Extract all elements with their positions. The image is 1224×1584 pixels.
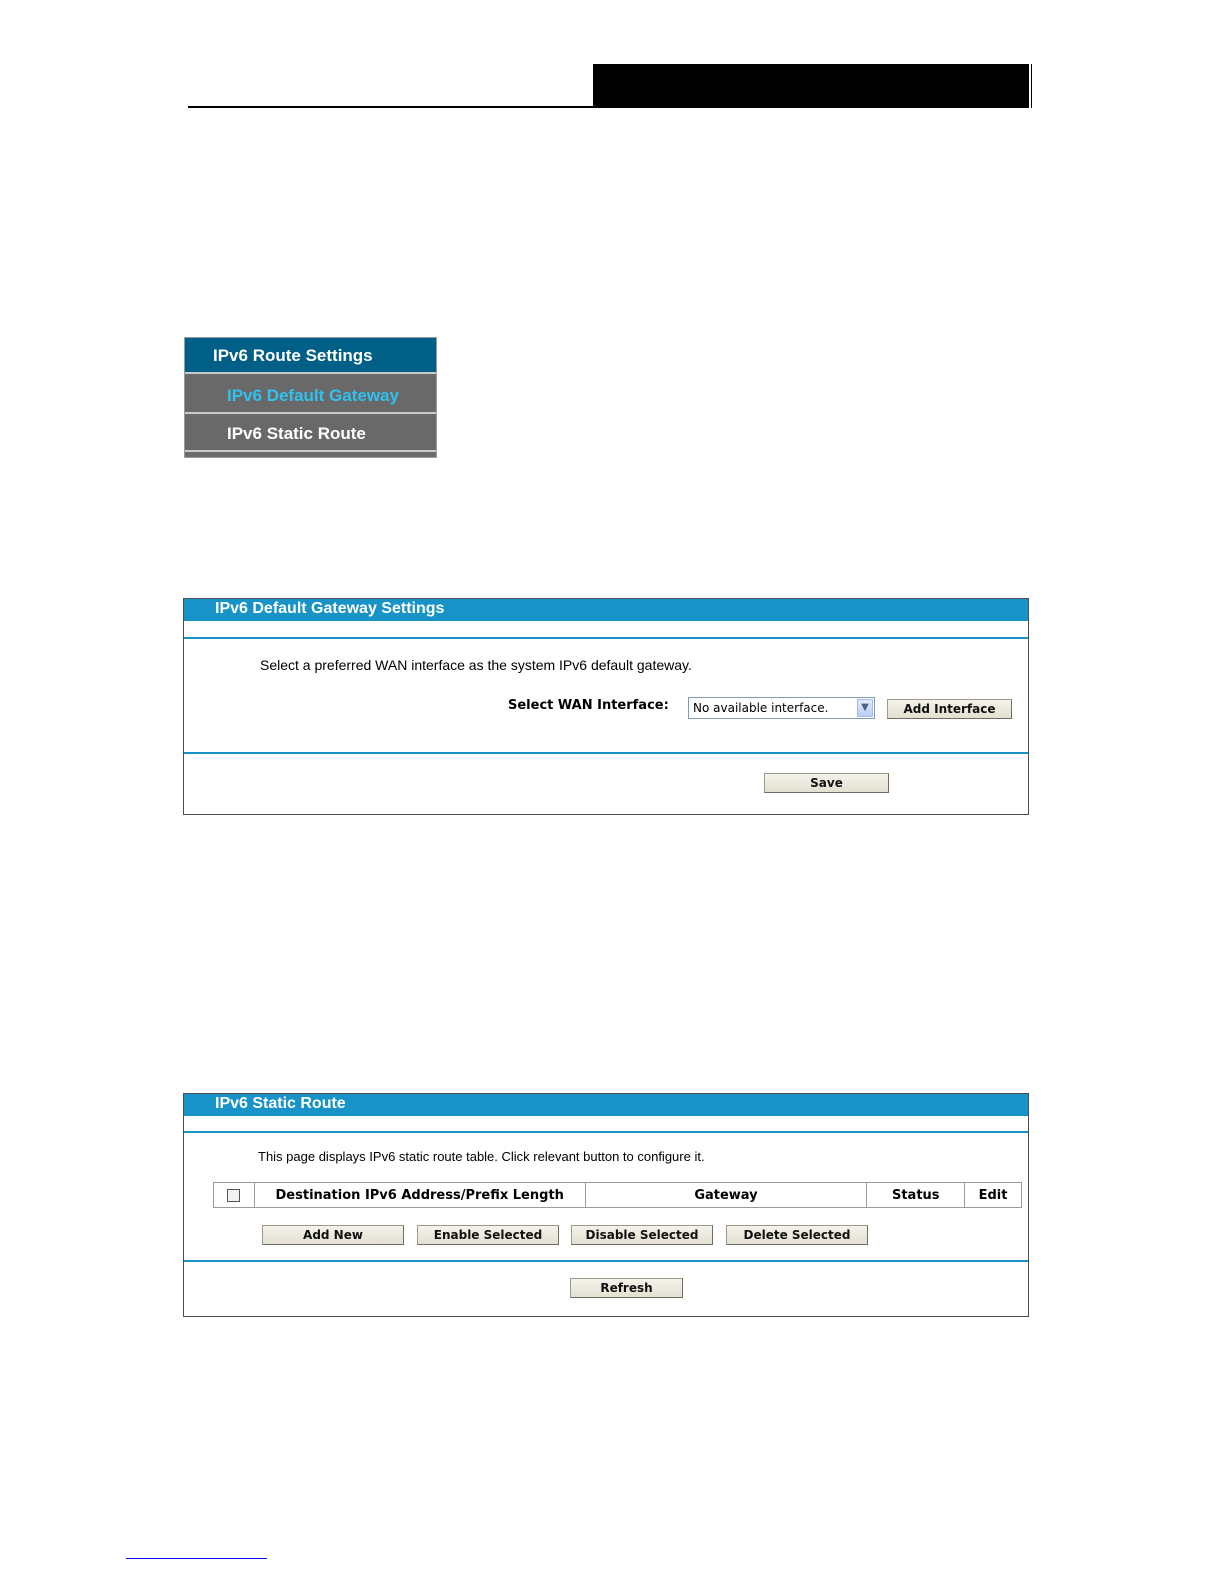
disable-selected-button[interactable]: Disable Selected <box>571 1225 713 1245</box>
separator <box>184 637 1028 639</box>
enable-selected-button[interactable]: Enable Selected <box>417 1225 559 1245</box>
wan-interface-value: No available interface. <box>693 701 829 715</box>
menu-item-static-route[interactable]: IPv6 Static Route <box>185 416 436 452</box>
delete-selected-button[interactable]: Delete Selected <box>726 1225 868 1245</box>
panel-description: Select a preferred WAN interface as the system IPv6 default gateway. <box>260 657 692 673</box>
column-status: Status <box>867 1183 965 1208</box>
wan-interface-label: Select WAN Interface: <box>508 698 669 713</box>
header-bar-edge <box>1029 64 1032 108</box>
select-all-checkbox[interactable] <box>227 1189 240 1202</box>
separator <box>184 1260 1028 1262</box>
add-new-button[interactable]: Add New <box>262 1225 404 1245</box>
route-settings-menu <box>184 337 437 458</box>
table-header-row <box>214 1183 1022 1208</box>
refresh-button[interactable]: Refresh <box>570 1278 683 1298</box>
column-destination: Destination IPv6 Address/Prefix Length <box>254 1183 585 1208</box>
panel-description: This page displays IPv6 static route table. Click relevant button to configure it. <box>258 1149 705 1164</box>
route-table <box>213 1182 1022 1208</box>
wan-interface-select[interactable] <box>688 697 875 719</box>
column-gateway: Gateway <box>585 1183 867 1208</box>
select-all-cell <box>214 1183 255 1208</box>
panel-title: IPv6 Static Route <box>184 1094 1028 1116</box>
menu-item-default-gateway[interactable]: IPv6 Default Gateway <box>185 378 436 414</box>
default-gateway-panel <box>183 598 1029 815</box>
add-interface-button[interactable]: Add Interface <box>887 699 1012 719</box>
save-button[interactable]: Save <box>764 773 889 793</box>
separator <box>184 752 1028 754</box>
menu-title[interactable]: IPv6 Route Settings <box>185 338 436 374</box>
static-route-panel <box>183 1093 1029 1317</box>
column-edit: Edit <box>965 1183 1022 1208</box>
separator <box>184 1131 1028 1133</box>
panel-title: IPv6 Default Gateway Settings <box>184 599 1028 621</box>
footer-link-underline <box>126 1558 267 1559</box>
chevron-down-icon[interactable]: ▼ <box>857 699 873 717</box>
header-black-bar <box>593 64 1029 108</box>
